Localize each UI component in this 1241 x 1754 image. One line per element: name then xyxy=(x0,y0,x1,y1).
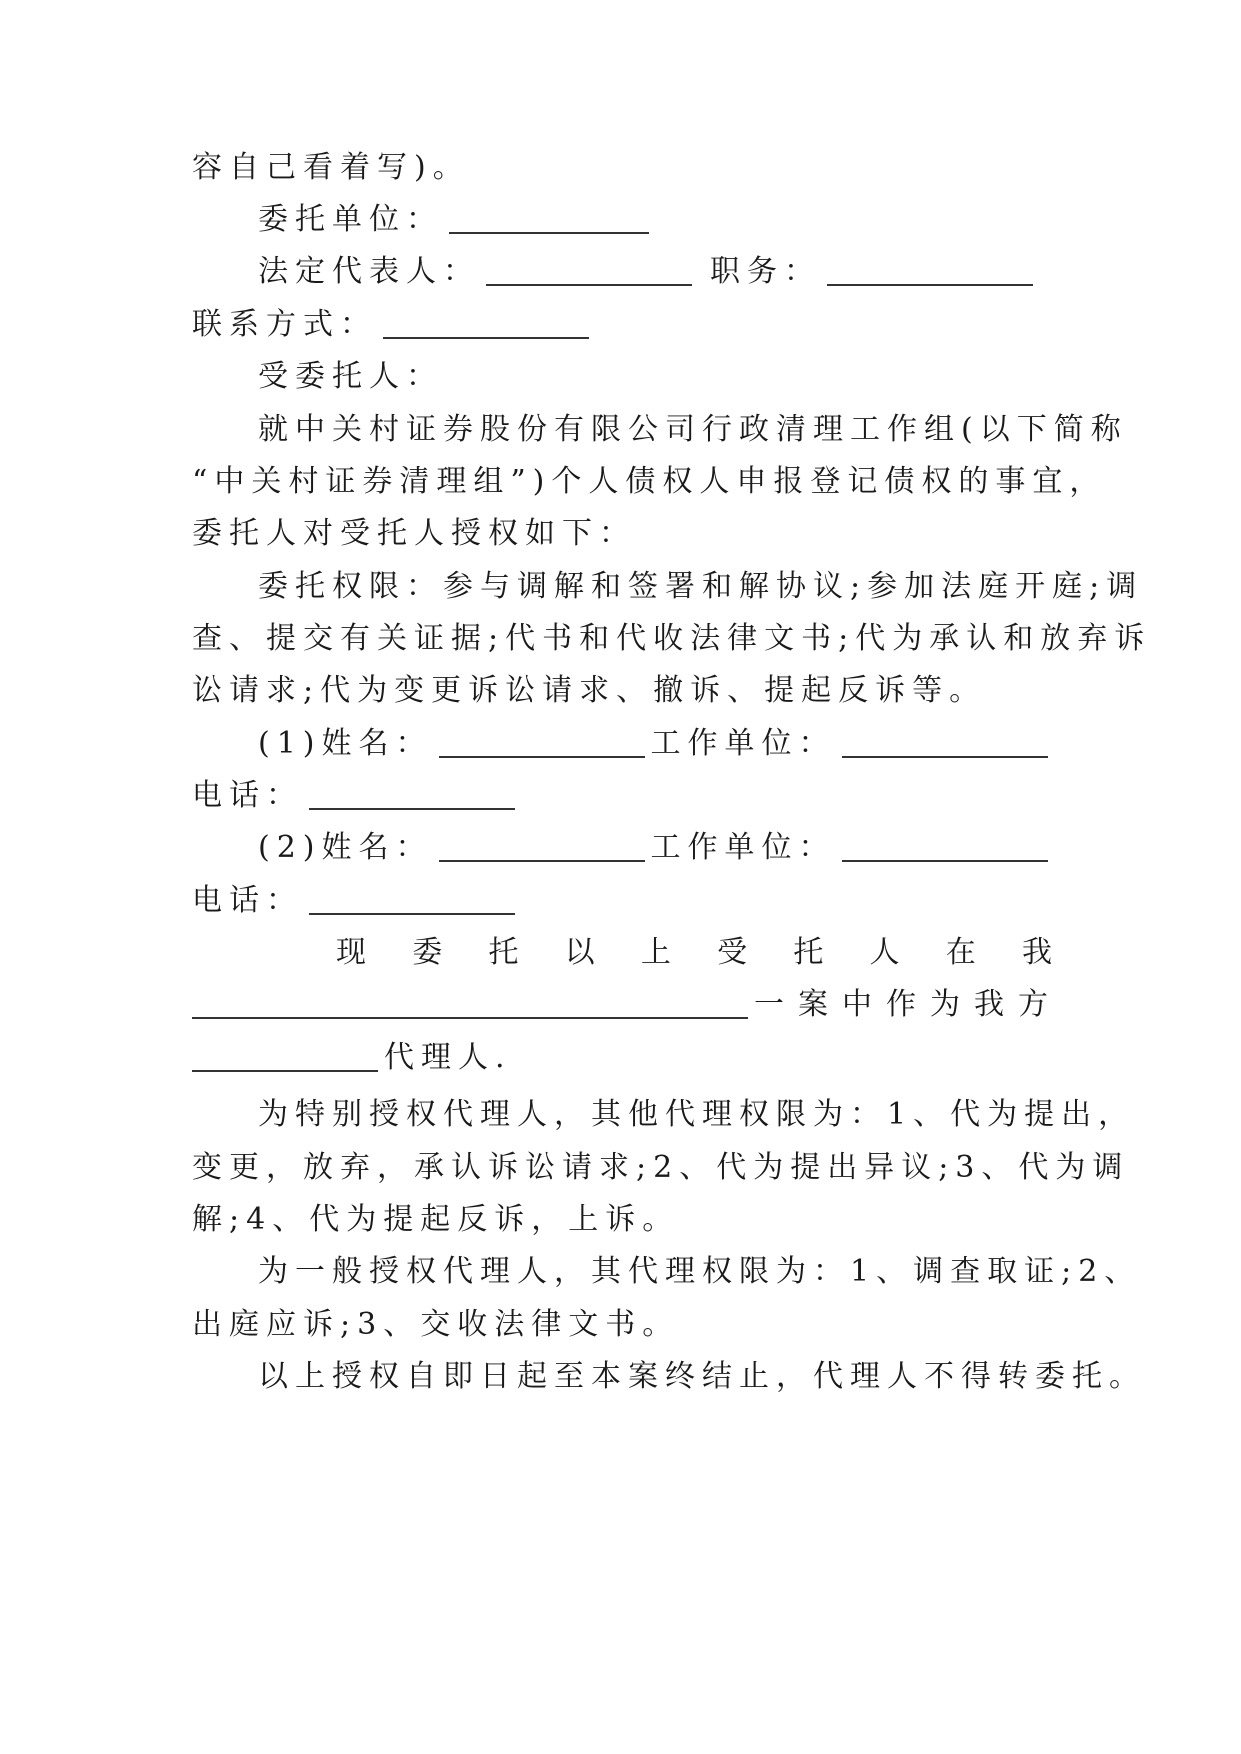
text-line: 受委托人： xyxy=(258,359,443,394)
text-line: 就中关村证券股份有限公司行政清理工作组(以下简称 xyxy=(258,412,1128,447)
blank-line[interactable] xyxy=(827,284,1033,286)
text-line: “中关村证券清理组”)个人债权人申报登记债权的事宜， xyxy=(192,464,1107,499)
blank-line[interactable] xyxy=(439,756,645,758)
text-line: 为一般授权代理人，其代理权限为：1、调查取证;2、 xyxy=(258,1254,1142,1289)
text-line: 讼请求;代为变更诉讼请求、撤诉、提起反诉等。 xyxy=(192,673,987,708)
legal-rep-line: 法定代表人： 职务： xyxy=(258,250,1052,294)
text-line: 以上授权自即日起至本案终结止，代理人不得转委托。 xyxy=(258,1359,1146,1394)
blank-line[interactable] xyxy=(309,913,515,915)
agent-2-phone-line: 电话： xyxy=(192,879,1052,923)
text-line: 出庭应诉;3、交收法律文书。 xyxy=(192,1307,680,1342)
blank-line[interactable] xyxy=(486,284,692,286)
spread-text-line: 现 委 托 以 上 受 托 人 在 我 xyxy=(336,935,1052,970)
text-line: 变更，放弃，承认诉讼请求;2、代为提出异议;3、代为调 xyxy=(192,1150,1130,1185)
contact-line: 联系方式： xyxy=(192,303,1052,347)
blank-line[interactable] xyxy=(192,1070,378,1072)
text-line: 委托人对受托人授权如下： xyxy=(192,516,636,551)
entrusting-unit-line: 委托单位： xyxy=(258,198,1052,242)
blank-line[interactable] xyxy=(192,1017,748,1019)
text-line: 查、提交有关证据;代书和代收法律文书;代为承认和放弃诉 xyxy=(192,621,1152,656)
agent-2-line: (2)姓名： 工作单位： xyxy=(258,826,1052,870)
text-line: 解;4、代为提起反诉，上诉。 xyxy=(192,1202,680,1237)
blank-line[interactable] xyxy=(383,337,589,339)
agent-1-phone-line: 电话： xyxy=(192,774,1052,818)
blank-line[interactable] xyxy=(309,808,515,810)
blank-line[interactable] xyxy=(449,232,649,234)
text-line: 容自己看着写)。 xyxy=(192,150,470,185)
text-line: 委托权限：参与调解和签署和解协议;参加法庭开庭;调 xyxy=(258,569,1144,604)
blank-line[interactable] xyxy=(842,756,1048,758)
text-line: 为特别授权代理人，其他代理权限为：1、代为提出， xyxy=(258,1097,1136,1132)
case-line: 一案中作为我方 xyxy=(192,983,1052,1027)
blank-line[interactable] xyxy=(439,860,645,862)
agent-1-line: (1)姓名： 工作单位： xyxy=(258,722,1052,766)
agent-type-line: 代理人. xyxy=(192,1036,1052,1080)
blank-line[interactable] xyxy=(842,860,1048,862)
